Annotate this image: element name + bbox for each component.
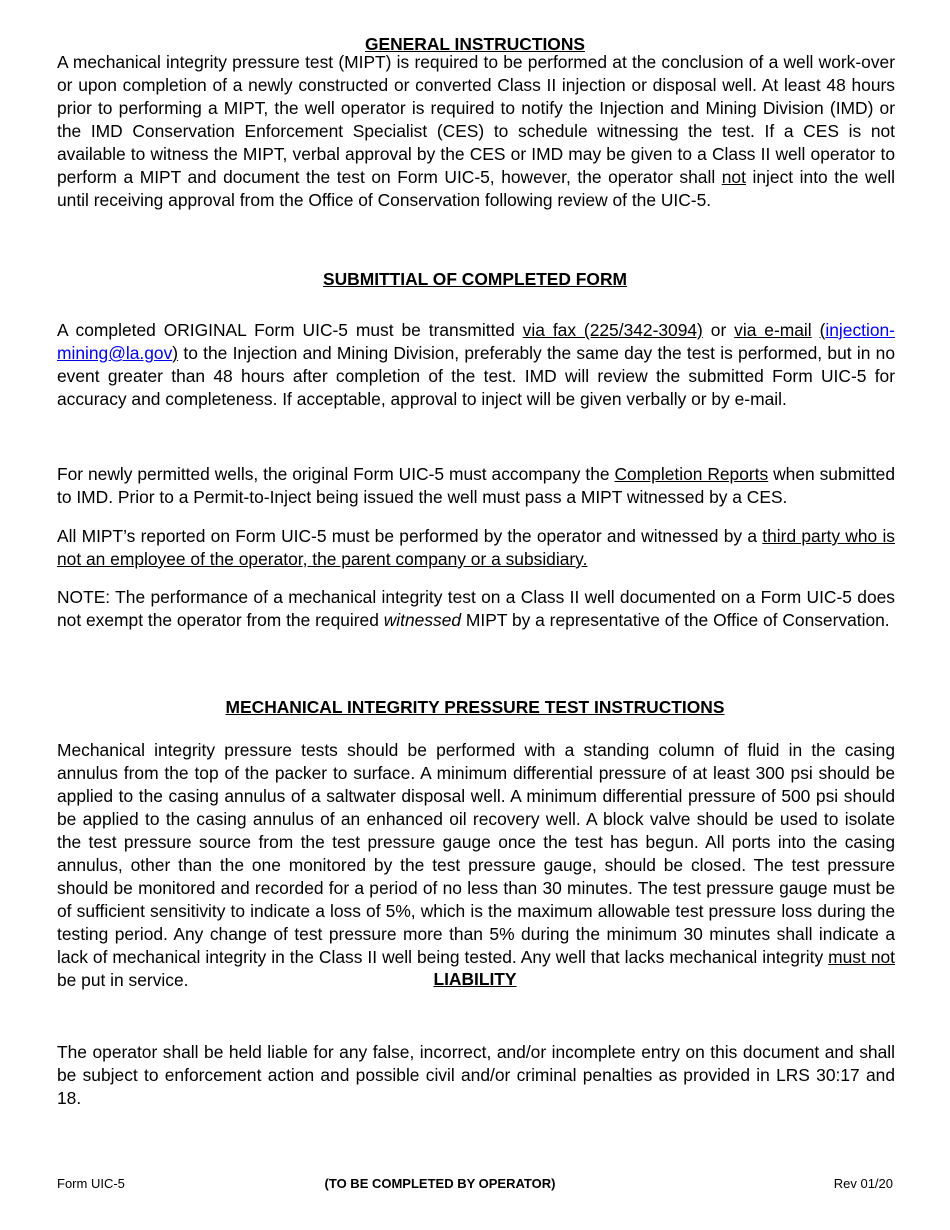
text-italic: witnessed [383,610,462,630]
text-underlined: Completion Reports [614,464,769,484]
heading-general-instructions: GENERAL INSTRUCTIONS [365,34,585,54]
text-underlined: not [721,167,746,187]
email-label: via e-mail [734,320,812,340]
text: MIPT by a representative of the Office of Conservation. [461,610,890,630]
submittal-paragraph-3 [57,525,895,571]
submittal-paragraph-1 [57,319,895,411]
text: Mechanical integrity pressure tests should be performed with a standing column of fluid in the casing annulus from the top of the packer to surface. A minimum differential pressure of at least 300 psi should be applied to the casing annulus of a saltwater disposal well. A minimum differential pressure of 500 psi should be applied to the casing annulus of an enhanced oil recovery well. A block valve should be used to isolate the test pressure source from the test pressure gauge once the test has begun. All ports into the casing annulus, other than the one monitored by the test pressure gauge, should be closed. The test pressure should be monitored and recorded for a period of no less than 30 minutes. The test pressure gauge must be of sufficient sensitivity to indicate a loss of 5%, which is the maximum allowable test pressure loss during the testing period. Any change of test pressure more than 5% during the minimum 30 minutes shall indicate a lack of mechanical integrity in the Class II well being tested. Any well that lacks mechanical integrity [57,740,895,967]
text: or [702,320,735,340]
heading-mipt: MECHANICAL INTEGRITY PRESSURE TEST INSTRUCTIONS [225,697,725,717]
general-paragraph [57,51,895,212]
text-underlined: third party who is not an employee of the operator, the parent company or a subsidiary. [57,526,895,569]
email-link[interactable]: injection-mining@la.gov [57,320,895,363]
text: when submitted to IMD. Prior to a Permit-to-Inject being issued the well must pass a MIPT witnessed by a CES. [57,464,895,507]
heading-submittal: SUBMITTIAL OF COMPLETED FORM [323,269,627,289]
submittal-paragraph-2 [57,463,895,509]
paren: ) [172,343,179,363]
text: For newly permitted wells, the original Form UIC-5 must accompany the [57,464,615,484]
text: inject into the well until receiving approval from the Office of Conservation following review of the UIC-5. [57,167,895,210]
text: NOTE: The performance of a mechanical integrity test on a Class II well documented on a Form UIC-5 does not exempt the operator from the required [57,587,895,630]
footer-center: (TO BE COMPLETED BY OPERATOR) [324,1176,556,1191]
note-paragraph [57,586,895,632]
text: A mechanical integrity pressure test (MIPT) is required to be performed at the conclusion of a well work-over or upon completion of a newly constructed or converted Class II injection or disposal well. At least 48 hours prior to performing a MIPT, the well operator is required to notify the Injection and Mining Division (IMD) or the IMD Conservation Enforcement Specialist (CES) to schedule witnessing the test. If a CES is not available to witness the MIPT, verbal approval by the CES or IMD may be given to a Class II well operator to perform a MIPT and document the test on Form UIC-5, however, the operator shall [57,52,895,187]
text: to the Injection and Mining Division, preferably the same day the test is performed, but in no event greater than 48 hours after completion of the test. IMD will review the submitted Form UIC-5 for accuracy and completeness. If acceptable, approval to inject will be given verbally or by e-mail. [57,343,895,409]
paren: ( [819,320,826,340]
text: All MIPT’s reported on Form UIC-5 must be performed by the operator and witnessed by a [57,526,763,546]
text: be put in service. [57,970,189,990]
fax-text: via fax (225/342-3094) [522,320,703,340]
footer-revision: Rev 01/20 [833,1176,893,1191]
text: A completed ORIGINAL Form UIC-5 must be transmitted [57,320,523,340]
heading-liability: LIABILITY [433,969,517,989]
liability-paragraph: The operator shall be held liable for any false, incorrect, and/or incomplete entry on this document and shall be subject to enforcement action and possible civil and/or criminal penalties as provided in LRS 30:17 and 18. [57,1042,895,1108]
mipt-paragraph [57,739,895,992]
text-underlined: must not [828,947,895,967]
footer-form-id: Form UIC-5 [57,1176,125,1191]
